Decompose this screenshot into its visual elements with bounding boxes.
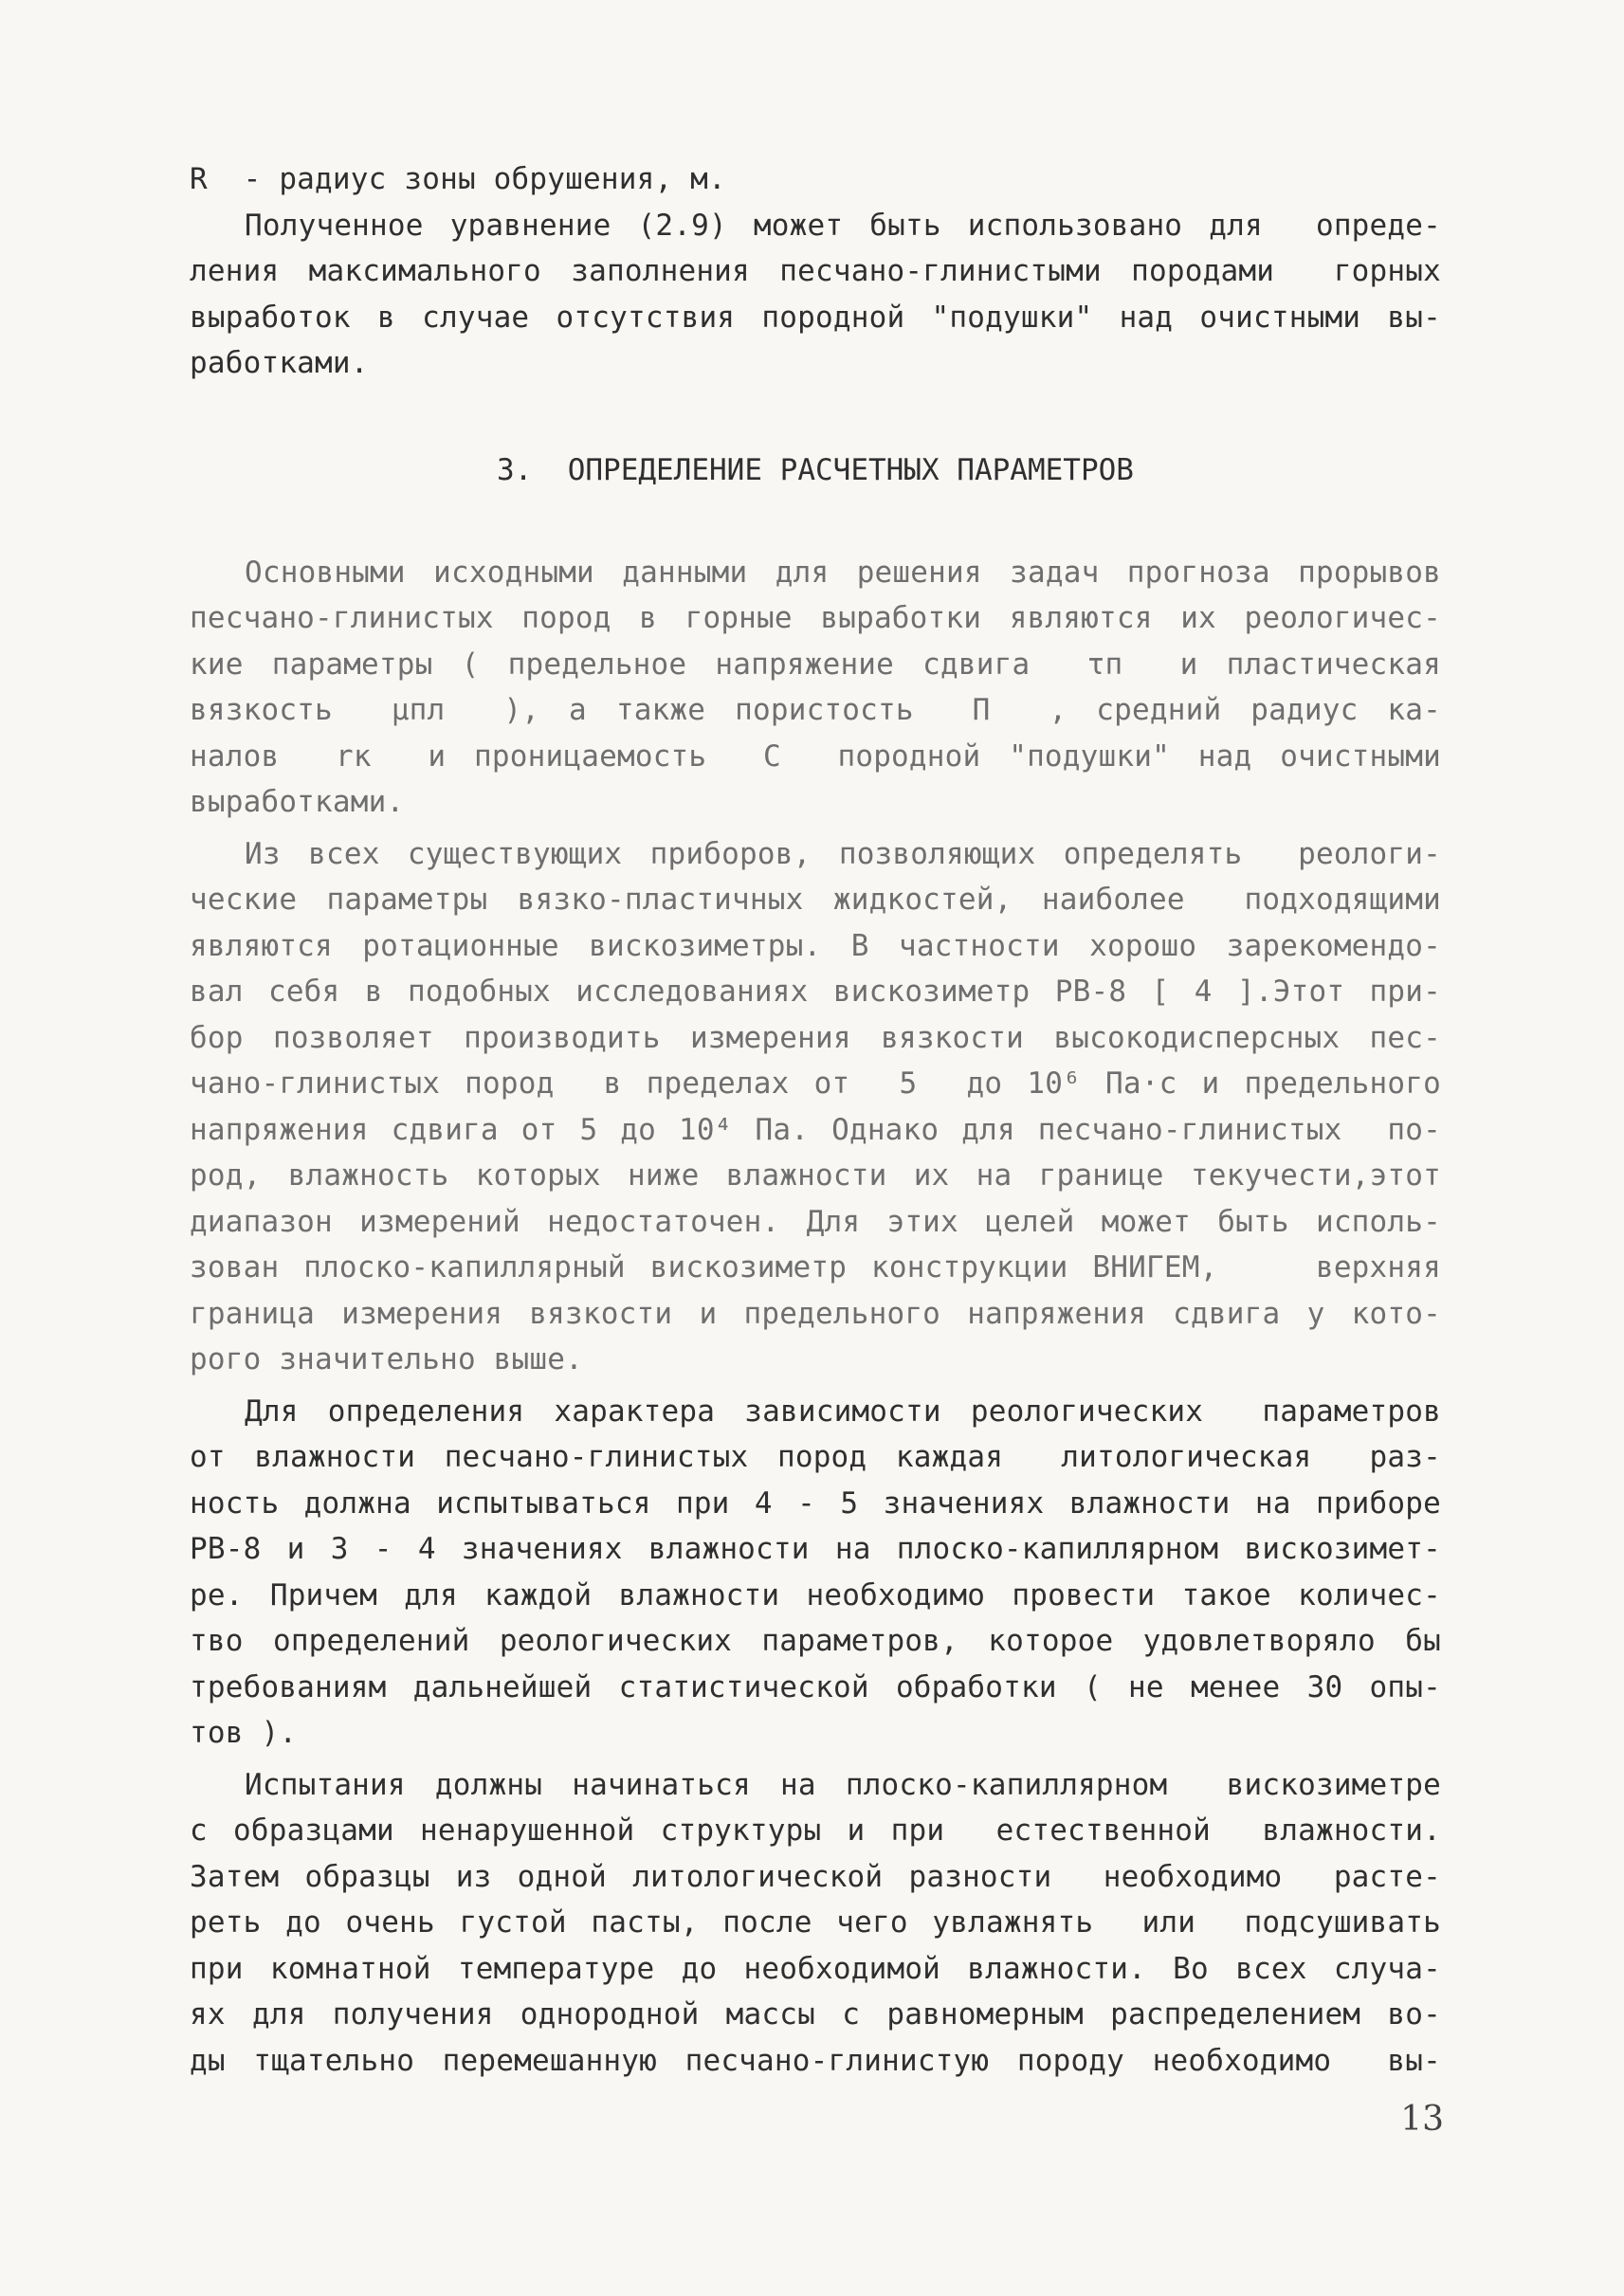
text-line: песчано-глинистых пород в горные выработки являются их реологичес- <box>190 601 1441 635</box>
text-line: ре. Причем для каждой влажности необходимо провести такое количес- <box>190 1577 1441 1613</box>
text-line: ях для получения однородной массы с равномерным распределением во- <box>190 1997 1441 2032</box>
page-number: 13 <box>1400 2100 1444 2139</box>
section-heading: 3. ОПРЕДЕЛЕНИЕ РАСЧЕТНЫХ ПАРАМЕТРОВ <box>497 452 1134 487</box>
text-line: диапазон измерений недостаточен. Для этих целей может быть исполь- <box>190 1204 1441 1239</box>
intro-block <box>190 156 1441 387</box>
paragraph-4 <box>190 1762 1441 2085</box>
paragraph-1 <box>190 550 1441 826</box>
text-line: вязкость μпл ), а также пористость П , средний радиус ка- <box>190 693 1441 727</box>
text-line: чано-глинистых пород в пределах от 5 до 10⁶ Па·с и предельного <box>190 1066 1441 1101</box>
text-line: бор позволяет производить измерения вязкости высокодисперсных пес- <box>190 1020 1441 1055</box>
text-line: от влажности песчано-глинистых пород каждая литологическая раз- <box>190 1440 1441 1474</box>
text-line: Основными исходными данными для решения задач прогноза прорывов <box>245 555 1441 590</box>
text-line: напряжения сдвига от 5 до 10⁴ Па. Однако для песчано-глинистых по- <box>190 1112 1441 1147</box>
page-body <box>190 156 1441 2084</box>
text-line: рого значительно выше. <box>190 1342 583 1376</box>
text-line: тво определений реологических параметров, которое удовлетворяло бы <box>190 1624 1441 1658</box>
text-line: граница измерения вязкости и предельного напряжения сдвига у кото- <box>190 1296 1441 1331</box>
text-line: ность должна испытываться при 4 - 5 значениях влажности на приборе <box>190 1485 1441 1521</box>
text-line: вал себя в подобных исследованиях вискозиметр РВ-8 [ 4 ].Этот при- <box>190 975 1441 1009</box>
text-line: кие параметры ( предельное напряжение сдвига τп и пластическая <box>190 647 1441 682</box>
text-line: при комнатной температуре до необходимой влажности. Во всех случа- <box>190 1951 1441 1986</box>
text-line: Из всех существующих приборов, позволяющих определять реологи- <box>245 836 1441 871</box>
text-line: РВ-8 и 3 - 4 значениях влажности на плоско-капиллярном вискозимет- <box>190 1532 1441 1566</box>
paragraph-2 <box>190 831 1441 1383</box>
text-line: налов rк и проницаемость С породной "подушки" над очистными <box>190 738 1441 774</box>
paragraph-3 <box>190 1389 1441 1757</box>
text-line: Испытания должны начинаться на плоско-капиллярном вискозиметре <box>245 1767 1441 1802</box>
text-line: требованиям дальнейшей статистической обработки ( не менее 30 опы- <box>190 1669 1441 1704</box>
text-line: Полученное уравнение (2.9) может быть использовано для опреде- <box>245 208 1441 243</box>
text-line: ческие параметры вязко-пластичных жидкостей, наиболее подходящими <box>190 883 1441 917</box>
text-line: зован плоско-капиллярный вискозиметр конструкции ВНИГЕМ, верхняя <box>190 1250 1441 1285</box>
text-line: Для определения характера зависимости реологических параметров <box>245 1394 1441 1429</box>
text-line: R - радиус зоны обрушения, м. <box>190 162 726 196</box>
text-line: ды тщательно перемешанную песчано-глинистую породу необходимо вы- <box>190 2043 1441 2078</box>
text-line: выработок в случае отсутствия породной "подушки" над очистными вы- <box>190 300 1441 335</box>
text-line: тов ). <box>190 1716 298 1750</box>
text-line: реть до очень густой пасты, после чего увлажнять или подсушивать <box>190 1905 1441 1940</box>
text-line: работками. <box>190 346 369 380</box>
text-line: выработками. <box>190 785 405 819</box>
text-line: род, влажность которых ниже влажности их на границе текучести,этот <box>190 1158 1441 1193</box>
text-line: с образцами ненарушенной структуры и при естественной влажности. <box>190 1813 1441 1848</box>
text-line: ления максимального заполнения песчано-глинистыми породами горных <box>190 254 1441 288</box>
text-line: Затем образцы из одной литологической разности необходимо расте- <box>190 1859 1441 1894</box>
text-line: являются ротационные вискозиметры. В частности хорошо зарекомендо- <box>190 928 1441 963</box>
